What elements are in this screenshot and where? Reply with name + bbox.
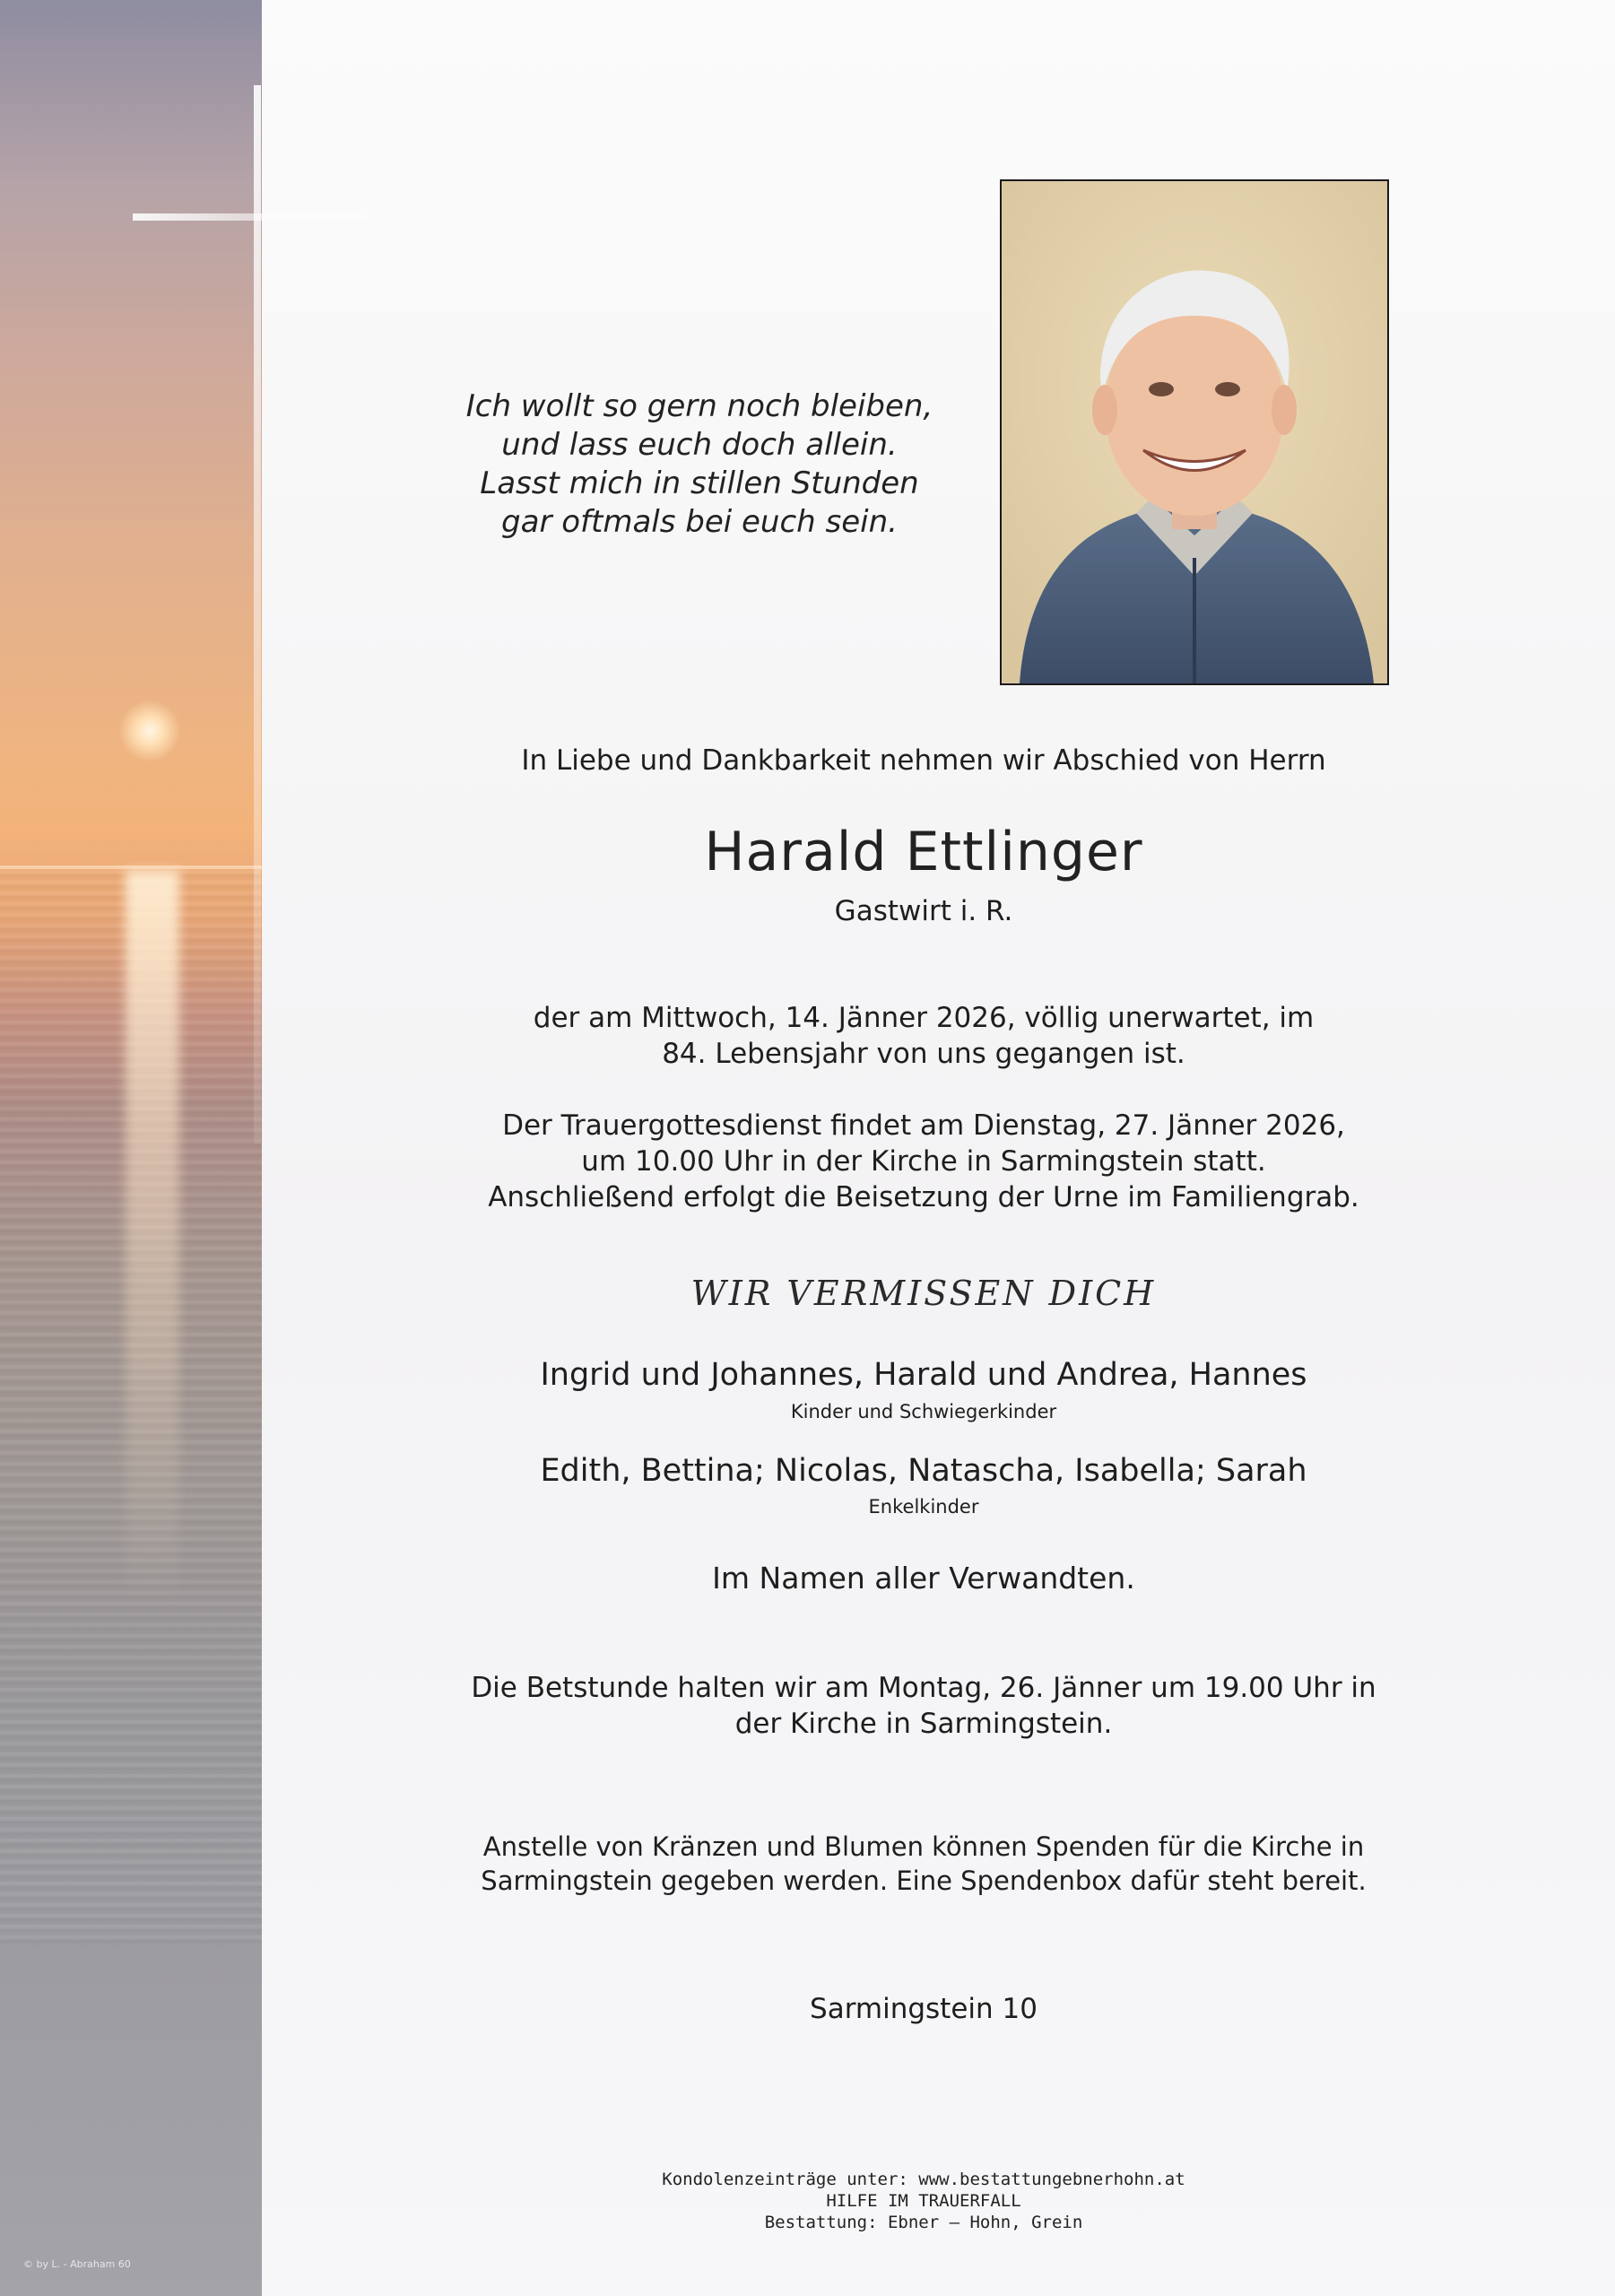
- family-address: Sarmingstein 10: [810, 1993, 1038, 2025]
- condolence-link[interactable]: Kondolenzeinträge unter: www.bestattungebnerhohn.at: [662, 2170, 1185, 2189]
- family-grandchildren-relation: Enkelkinder: [868, 1496, 979, 1518]
- donations-line: Sarmingstein gegeben werden. Eine Spendenbox dafür steht bereit.: [481, 1866, 1367, 1896]
- death-notice: [466, 1000, 1381, 1072]
- cross-icon-horizontal: [133, 213, 393, 221]
- footer-slogan: HILFE IM TRAUERFALL: [826, 2191, 1021, 2211]
- prayer-line: Die Betstunde halten wir am Montag, 26. Jänner um 19.00 Uhr in: [471, 1672, 1376, 1704]
- prayer-line: der Kirche in Sarmingstein.: [734, 1708, 1113, 1740]
- funeral-home-footer: [466, 2169, 1381, 2233]
- memorial-poem: [430, 387, 968, 542]
- cross-icon-vertical: [254, 85, 261, 1144]
- funeral-service: [466, 1108, 1381, 1215]
- death-notice-line: der am Mittwoch, 14. Jänner 2026, völlig unerwartet, im: [533, 1002, 1315, 1034]
- service-line: um 10.00 Uhr in der Kirche in Sarmingstein statt.: [581, 1145, 1266, 1178]
- poem-line: Lasst mich in stillen Stunden: [480, 465, 919, 501]
- family-children-names: Ingrid und Johannes, Harald und Andrea, Hannes: [540, 1357, 1307, 1393]
- service-line: Der Trauergottesdienst findet am Dienstag, 27. Jänner 2026,: [502, 1109, 1345, 1142]
- poem-line: und lass euch doch allein.: [501, 427, 898, 463]
- deceased-title: Gastwirt i. R.: [834, 895, 1013, 927]
- sun-reflection: [126, 870, 179, 1605]
- family-children-relation: Kinder und Schwiegerkinder: [790, 1401, 1057, 1422]
- portrait-photo: [1000, 179, 1389, 685]
- portrait-illustration: [1002, 181, 1387, 683]
- donations-line: Anstelle von Kränzen und Blumen können Spenden für die Kirche in: [482, 1831, 1365, 1862]
- horizon-line: [0, 865, 262, 869]
- family-grandchildren-names: Edith, Bettina; Nicolas, Natascha, Isabella; Sarah: [540, 1453, 1307, 1489]
- miss-you-heading: WIR VERMISSEN DICH: [690, 1274, 1157, 1313]
- donations-note: [466, 1830, 1381, 1898]
- funeral-home-name: Bestattung: Ebner – Hohn, Grein: [764, 2213, 1083, 2232]
- deceased-name: Harald Ettlinger: [704, 821, 1143, 883]
- sunset-sea-image: [0, 0, 262, 2296]
- poem-line: gar oftmals bei euch sein.: [501, 504, 898, 540]
- service-line: Anschließend erfolgt die Beisetzung der Urne im Familiengrab.: [488, 1181, 1359, 1213]
- death-notice-line: 84. Lebensjahr von uns gegangen ist.: [662, 1038, 1185, 1070]
- farewell-intro: In Liebe und Dankbarkeit nehmen wir Abschied von Herrn: [521, 744, 1326, 777]
- relatives-line: Im Namen aller Verwandten.: [712, 1561, 1135, 1596]
- sun: [118, 700, 181, 762]
- prayer-hour: [466, 1670, 1381, 1742]
- poem-line: Ich wollt so gern noch bleiben,: [465, 388, 933, 424]
- image-credit: © by L. - Abraham 60: [23, 2258, 131, 2270]
